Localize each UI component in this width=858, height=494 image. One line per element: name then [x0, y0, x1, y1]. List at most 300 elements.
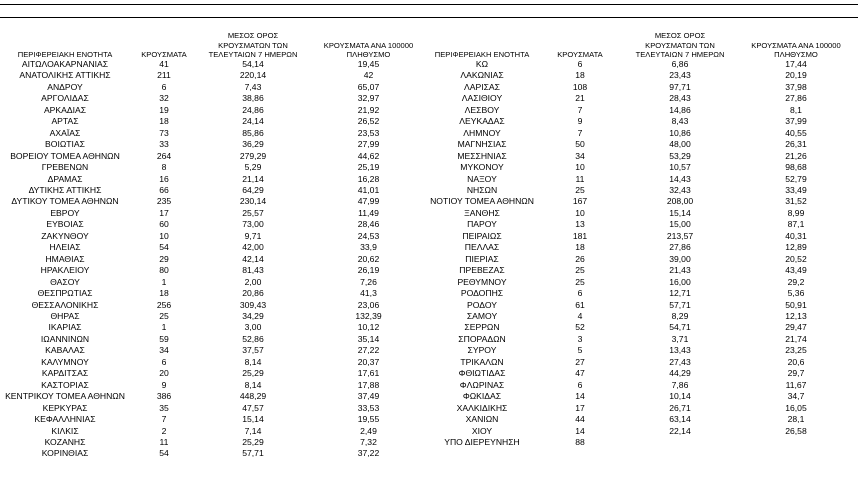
table-row [0, 334, 429, 345]
cell-avg7: 9,71 [244, 230, 262, 241]
cell-avg7: 13,43 [669, 345, 691, 356]
cell-cases: 44 [575, 414, 585, 425]
table-row [429, 70, 857, 81]
cell-cases: 52 [575, 322, 585, 333]
table-row [0, 448, 429, 459]
cell-per100k: 17,44 [785, 59, 807, 69]
cell-avg7: 22,14 [669, 425, 691, 436]
cell-per100k: 19,45 [357, 59, 380, 69]
cell-per100k: 98,68 [785, 162, 807, 173]
cell-per100k: 23,25 [785, 345, 807, 356]
cell-cases: 1 [161, 276, 167, 287]
table-row [429, 277, 857, 288]
table-row [429, 300, 857, 311]
cell-avg7: 8,43 [671, 116, 689, 127]
cell-avg7: 27,43 [669, 356, 691, 367]
header-cases: ΚΡΟΥΣΜΑΤΑ [557, 49, 603, 59]
cell-avg7: 42,00 [242, 242, 264, 253]
cell-per100k: 7,32 [360, 436, 377, 447]
table-row [429, 185, 857, 196]
cell-per100k: 35,14 [357, 333, 380, 344]
cell-cases: 54 [159, 242, 169, 253]
cell-region: ΜΥΚΟΝΟΥ [460, 162, 504, 173]
cell-region: ΚΕΡΚΥΡΑΣ [42, 402, 88, 413]
cell-avg7: 10,86 [669, 127, 691, 138]
cell-per100k: 132,39 [355, 310, 382, 321]
cell-per100k: 7,26 [360, 276, 377, 287]
table-row [429, 311, 857, 322]
cell-avg7 [625, 437, 735, 448]
cell-cases: 17 [159, 207, 169, 218]
cell-per100k: 26,52 [357, 116, 380, 127]
cell-cases: 20 [159, 368, 169, 379]
cell-region: ΜΑΓΝΗΣΙΑΣ [457, 139, 507, 150]
cell-avg7: 25,29 [242, 436, 264, 447]
cell-region: ΑΧΑΪΑΣ [49, 127, 81, 138]
cell-avg7: 52,86 [242, 333, 264, 344]
table-row [429, 242, 857, 253]
cell-avg7: 97,71 [669, 81, 691, 92]
cell-avg7: 220,14 [239, 70, 267, 81]
cell-avg7: 21,43 [669, 265, 691, 276]
cell-region: ΣΕΡΡΩΝ [464, 322, 500, 333]
cell-avg7: 64,29 [242, 184, 264, 195]
cell-cases: 61 [575, 299, 585, 310]
cell-per100k: 8,99 [787, 207, 805, 218]
cell-region: ΗΛΕΙΑΣ [49, 242, 81, 253]
cell-region: ΚΑΒΑΛΑΣ [45, 345, 85, 356]
table-row [429, 265, 857, 276]
cell-per100k: 20,37 [357, 356, 380, 367]
cell-cases: 8 [161, 162, 167, 173]
cell-cases: 256 [156, 299, 172, 310]
table-row [429, 139, 857, 150]
table-row [0, 162, 429, 173]
table-row [429, 93, 857, 104]
cell-cases: 25 [159, 310, 169, 321]
cell-per100k: 65,07 [357, 81, 380, 92]
cell-per100k: 20,62 [357, 253, 380, 264]
cell-region: ΕΒΡΟΥ [50, 207, 80, 218]
cell-per100k: 29,7 [787, 368, 805, 379]
cell-per100k: 24,53 [357, 230, 380, 241]
cell-per100k: 52,79 [785, 173, 807, 184]
header-region: ΠΕΡΙΦΕΡΕΙΑΚΗ ΕΝΟΤΗΤΑ [434, 49, 530, 59]
header-region: ΠΕΡΙΦΕΡΕΙΑΚΗ ΕΝΟΤΗΤΑ [17, 49, 113, 59]
cell-avg7: 27,86 [669, 242, 691, 253]
cell-cases: 13 [575, 219, 585, 230]
table-row [0, 380, 429, 391]
cell-region: ΛΑΡΙΣΑΣ [464, 81, 500, 92]
cell-avg7: 32,43 [669, 184, 691, 195]
table-row [0, 93, 429, 104]
table-row [429, 128, 857, 139]
cell-avg7: 36,29 [242, 139, 264, 150]
cell-per100k: 29,47 [785, 322, 807, 333]
table-row [429, 231, 857, 242]
cell-cases: 6 [577, 288, 583, 299]
cell-cases: 17 [575, 402, 585, 413]
cell-region: ΛΗΜΝΟΥ [463, 127, 501, 138]
cell-region: ΚΑΣΤΟΡΙΑΣ [41, 379, 89, 390]
cell-avg7: 44,29 [669, 368, 691, 379]
cell-per100k: 34,7 [787, 391, 805, 402]
cell-cases: 25 [575, 184, 585, 195]
cell-per100k: 27,99 [357, 139, 380, 150]
cell-per100k: 50,91 [785, 299, 807, 310]
table-row [0, 185, 429, 196]
cell-region: ΘΑΣΟΥ [50, 276, 80, 287]
table-row [0, 288, 429, 299]
cell-region: ΙΩΑΝΝΙΝΩΝ [40, 333, 90, 344]
cell-avg7: 26,71 [669, 402, 691, 413]
table-row [0, 231, 429, 242]
cell-avg7: 54,71 [669, 322, 691, 333]
cell-avg7: 10,14 [669, 391, 691, 402]
cell-region: ΑΝΔΡΟΥ [47, 81, 83, 92]
cell-per100k: 11,67 [785, 379, 807, 390]
cell-cases: 386 [156, 391, 172, 402]
cell-avg7: 230,14 [239, 196, 267, 207]
cell-cases: 27 [575, 356, 585, 367]
cell-region: ΦΩΚΙΔΑΣ [462, 391, 502, 402]
cell-region: ΑΝΑΤΟΛΙΚΗΣ ΑΤΤΙΚΗΣ [19, 70, 111, 81]
cell-region: ΑΡΚΑΔΙΑΣ [43, 104, 87, 115]
cell-cases: 33 [159, 139, 169, 150]
cell-avg7: 63,14 [669, 414, 691, 425]
cell-cases: 2 [161, 425, 167, 436]
left-table [0, 19, 429, 460]
table-row [0, 265, 429, 276]
header-avg7: ΜΕΣΟΣ ΟΡΟΣ ΚΡΟΥΣΜΑΤΩΝ ΤΩΝ ΤΕΛΕΥΤΑΙΩΝ 7 ΗΜΕΡΩΝ [208, 31, 298, 59]
cell-cases: 264 [156, 150, 172, 161]
cell-per100k: 8,1 [790, 104, 802, 115]
cell-per100k: 11,49 [358, 207, 379, 218]
cell-per100k: 5,36 [787, 288, 805, 299]
table-row [429, 391, 857, 402]
table-row [0, 254, 429, 265]
cell-cases: 5 [577, 345, 583, 356]
cell-avg7: 34,29 [242, 310, 264, 321]
cell-avg7: 37,57 [242, 345, 264, 356]
left-table-body [0, 59, 429, 460]
table-row [0, 59, 429, 70]
cell-avg7: 24,14 [242, 116, 264, 127]
cell-avg7: 3,00 [244, 322, 262, 333]
table-row [0, 368, 429, 379]
cell-avg7: 57,71 [242, 448, 264, 459]
cell-region: ΡΟΔΟΥ [467, 299, 497, 310]
cell-cases: 73 [159, 127, 169, 138]
cell-region: ΗΜΑΘΙΑΣ [45, 253, 85, 264]
cell-avg7: 73,00 [242, 219, 264, 230]
cell-region: ΒΟΙΩΤΙΑΣ [45, 139, 85, 150]
cell-cases: 34 [159, 345, 169, 356]
cell-cases: 11 [159, 436, 169, 447]
cell-region: ΘΗΡΑΣ [50, 310, 80, 321]
cell-per100k: 21,92 [357, 104, 380, 115]
header-row [0, 19, 429, 59]
cell-avg7: 39,00 [669, 253, 691, 264]
right-table [429, 19, 857, 448]
cell-avg7: 24,86 [242, 104, 264, 115]
cell-region: ΓΡΕΒΕΝΩΝ [41, 162, 89, 173]
cell-cases: 9 [577, 116, 583, 127]
cell-per100k: 28,46 [357, 219, 380, 230]
cell-per100k: 20,19 [785, 70, 807, 81]
cell-cases: 54 [159, 448, 169, 459]
cell-avg7: 213,57 [666, 230, 694, 241]
cell-avg7: 15,00 [669, 219, 691, 230]
cell-per100k: 26,31 [785, 139, 807, 150]
table-row [429, 357, 857, 368]
table-row [429, 174, 857, 185]
cell-region: ΣΑΜΟΥ [466, 310, 498, 321]
cell-per100k: 16,28 [357, 173, 380, 184]
table-row [429, 219, 857, 230]
cell-per100k: 27,86 [785, 93, 807, 104]
cell-region: ΕΥΒΟΙΑΣ [46, 219, 84, 230]
table-row [0, 82, 429, 93]
cell-avg7: 20,86 [242, 288, 264, 299]
cell-region: ΤΡΙΚΑΛΩΝ [460, 356, 504, 367]
cell-region: ΘΕΣΣΑΛΟΝΙΚΗΣ [31, 299, 99, 310]
cell-per100k: 12,13 [785, 310, 807, 321]
cell-per100k [735, 437, 857, 448]
cell-cases: 6 [577, 59, 583, 69]
cell-region: ΦΘΙΩΤΙΔΑΣ [458, 368, 506, 379]
cell-region: ΦΛΩΡΙΝΑΣ [459, 379, 505, 390]
cell-region: ΚΩ [475, 59, 489, 69]
table-row [429, 334, 857, 345]
cell-per100k: 27,22 [357, 345, 380, 356]
cell-region: ΣΠΟΡΑΔΩΝ [458, 333, 506, 344]
table-row [0, 300, 429, 311]
cell-cases: 9 [161, 379, 167, 390]
cell-cases: 1 [161, 322, 167, 333]
table-row [0, 105, 429, 116]
cell-per100k: 17,88 [357, 379, 380, 390]
header-row [429, 19, 857, 59]
cell-region: ΝΑΞΟΥ [467, 173, 497, 184]
cell-region: ΛΑΚΩΝΙΑΣ [460, 70, 504, 81]
cell-cases: 4 [577, 310, 583, 321]
cell-region: ΠΡΕΒΕΖΑΣ [459, 265, 505, 276]
cell-cases: 3 [577, 333, 583, 344]
cell-per100k: 42 [363, 70, 374, 81]
cell-per100k: 37,49 [357, 391, 380, 402]
cell-per100k: 37,98 [785, 81, 807, 92]
cell-avg7: 3,71 [671, 333, 689, 344]
cell-cases: 10 [575, 207, 585, 218]
cell-region: ΝΟΤΙΟΥ ΤΟΜΕΑ ΑΘΗΝΩΝ [430, 196, 534, 207]
cell-region: ΔΥΤΙΚΟΥ ΤΟΜΕΑ ΑΘΗΝΩΝ [11, 196, 119, 207]
cell-cases: 108 [572, 81, 588, 92]
cell-cases: 50 [575, 139, 585, 150]
cell-per100k: 21,74 [785, 333, 807, 344]
cell-cases: 25 [575, 265, 585, 276]
cell-cases: 80 [159, 265, 169, 276]
cell-avg7: 85,86 [242, 127, 264, 138]
cell-per100k: 26,19 [357, 265, 380, 276]
cell-cases: 7 [161, 414, 167, 425]
cell-region: ΛΕΥΚΑΔΑΣ [459, 116, 505, 127]
cell-region: ΠΕΙΡΑΙΩΣ [462, 230, 502, 241]
cell-region: ΖΑΚΥΝΘΟΥ [41, 230, 89, 241]
cell-avg7: 8,14 [244, 379, 262, 390]
table-row [0, 151, 429, 162]
header-rule [0, 17, 858, 18]
cell-cases: 7 [577, 127, 583, 138]
cell-region: ΠΕΛΛΑΣ [464, 242, 500, 253]
cell-region: ΚΑΡΔΙΤΣΑΣ [41, 368, 89, 379]
cell-avg7: 25,57 [242, 207, 264, 218]
cell-avg7: 53,29 [669, 150, 691, 161]
cell-region: ΑΡΓΟΛΙΔΑΣ [41, 93, 89, 104]
cell-per100k: 16,05 [785, 402, 807, 413]
cell-avg7: 279,29 [239, 150, 267, 161]
cell-avg7: 6,86 [671, 59, 689, 69]
cell-cases: 21 [575, 93, 585, 104]
cell-avg7: 15,14 [669, 207, 691, 218]
table-row [429, 437, 857, 448]
cell-avg7: 2,00 [244, 276, 262, 287]
cell-region: ΑΡΤΑΣ [51, 116, 79, 127]
cell-region: ΧΑΛΚΙΔΙΚΗΣ [456, 402, 508, 413]
header-cases: ΚΡΟΥΣΜΑΤΑ [141, 49, 187, 59]
table-row [429, 151, 857, 162]
cell-region: ΑΙΤΩΛΟΑΚΑΡΝΑΝΙΑΣ [21, 59, 109, 69]
cell-avg7: 448,29 [239, 391, 267, 402]
cell-per100k: 40,55 [785, 127, 807, 138]
cell-per100k: 23,53 [357, 127, 380, 138]
cell-region: ΘΕΣΠΡΩΤΙΑΣ [37, 288, 93, 299]
table-row [429, 345, 857, 356]
table-row [429, 322, 857, 333]
cell-per100k: 37,99 [785, 116, 807, 127]
table-row [429, 105, 857, 116]
cell-per100k: 31,52 [785, 196, 807, 207]
cell-cases: 35 [159, 402, 169, 413]
cell-per100k: 33,9 [360, 242, 377, 253]
top-rule [0, 4, 858, 5]
table-row [0, 277, 429, 288]
cell-cases: 32 [159, 93, 169, 104]
table-row [0, 414, 429, 425]
cell-cases: 26 [575, 253, 585, 264]
table-row [0, 357, 429, 368]
cell-cases: 18 [159, 116, 169, 127]
cell-avg7: 28,43 [669, 93, 691, 104]
cell-region: ΛΕΣΒΟΥ [464, 104, 500, 115]
header-avg7: ΜΕΣΟΣ ΟΡΟΣ ΚΡΟΥΣΜΑΤΩΝ ΤΩΝ ΤΕΛΕΥΤΑΙΩΝ 7 ΗΜΕΡΩΝ [635, 31, 725, 59]
table-row [429, 368, 857, 379]
cell-per100k: 10,12 [357, 322, 380, 333]
cell-avg7: 208,00 [666, 196, 694, 207]
cell-region: ΚΕΝΤΡΙΚΟΥ ΤΟΜΕΑ ΑΘΗΝΩΝ [5, 391, 125, 402]
cell-per100k: 20,6 [787, 356, 805, 367]
cell-region: ΛΑΣΙΘΙΟΥ [461, 93, 503, 104]
cell-region: ΚΟΡΙΝΘΙΑΣ [41, 448, 89, 459]
cell-cases: 211 [157, 70, 171, 81]
table-row [0, 128, 429, 139]
cell-cases: 181 [572, 230, 588, 241]
cell-cases: 88 [575, 436, 585, 447]
cell-region: ΚΕΦΑΛΛΗΝΙΑΣ [34, 414, 96, 425]
table-row [0, 196, 429, 207]
table-row [429, 82, 857, 93]
cell-cases: 7 [577, 104, 583, 115]
cell-per100k: 21,26 [785, 150, 807, 161]
cell-per100k: 43,49 [785, 265, 807, 276]
cell-cases: 18 [159, 288, 169, 299]
right-table-body [429, 59, 857, 448]
cell-per100k: 17,61 [357, 368, 380, 379]
cell-cases: 18 [575, 70, 585, 81]
cell-per100k: 87,1 [787, 219, 805, 230]
cell-avg7: 23,43 [669, 70, 691, 81]
cell-per100k: 40,31 [785, 230, 807, 241]
table-row [0, 345, 429, 356]
table-row [0, 242, 429, 253]
table-row [429, 426, 857, 437]
cell-cases: 25 [575, 276, 585, 287]
table-row [0, 437, 429, 448]
cell-cases: 167 [572, 196, 588, 207]
cell-cases: 14 [575, 425, 585, 436]
cell-cases: 14 [575, 391, 585, 402]
cell-region: ΠΑΡΟΥ [467, 219, 497, 230]
cell-region: ΣΥΡΟΥ [467, 345, 497, 356]
cell-avg7: 7,43 [244, 81, 262, 92]
cell-region: ΗΡΑΚΛΕΙΟΥ [40, 265, 90, 276]
cell-per100k: 2,49 [360, 425, 377, 436]
table-row [0, 139, 429, 150]
cell-per100k: 19,55 [357, 414, 380, 425]
cell-per100k: 41,01 [357, 184, 380, 195]
cell-avg7: 7,14 [244, 425, 262, 436]
cell-cases: 18 [575, 242, 585, 253]
table-row [429, 254, 857, 265]
table-row [0, 208, 429, 219]
cell-region: ΧΑΝΙΩΝ [465, 414, 499, 425]
cell-cases: 66 [159, 184, 169, 195]
cell-region: ΔΡΑΜΑΣ [47, 173, 83, 184]
cell-avg7: 81,43 [242, 265, 264, 276]
cell-region: ΠΙΕΡΙΑΣ [465, 253, 499, 264]
table-row [0, 70, 429, 81]
table-row [0, 426, 429, 437]
cell-avg7: 47,57 [242, 402, 264, 413]
cell-cases: 6 [161, 356, 167, 367]
cell-avg7: 16,00 [669, 276, 691, 287]
cell-avg7: 54,14 [242, 59, 264, 69]
table-row [0, 174, 429, 185]
cell-cases: 16 [159, 173, 169, 184]
table-row [0, 219, 429, 230]
cell-region: ΝΗΣΩΝ [466, 184, 498, 195]
table-row [429, 196, 857, 207]
cell-per100k: 28,1 [787, 414, 805, 425]
cell-region: ΧΙΟΥ [471, 425, 493, 436]
cell-avg7: 10,57 [669, 162, 691, 173]
cell-per100k: 25,19 [357, 162, 380, 173]
cell-per100k: 29,2 [787, 276, 805, 287]
cell-per100k: 37,22 [357, 448, 380, 459]
table-row [429, 208, 857, 219]
cell-per100k: 20,52 [785, 253, 807, 264]
cell-avg7: 8,29 [671, 310, 689, 321]
